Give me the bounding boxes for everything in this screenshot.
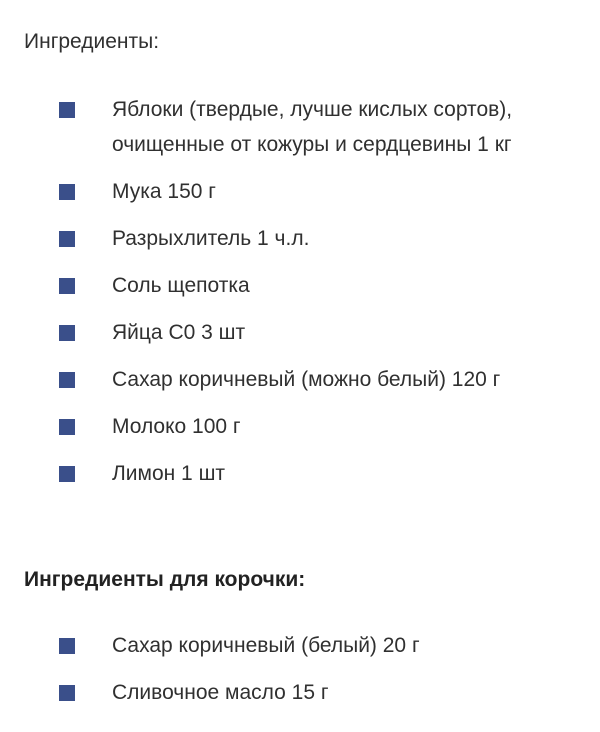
list-item-text: Молоко 100 г (112, 415, 241, 438)
list-item (0, 456, 600, 491)
square-bullet-icon (59, 184, 75, 200)
crust-ingredients-list (0, 628, 600, 722)
ingredients-list (0, 92, 600, 503)
square-bullet-icon (59, 419, 75, 435)
list-item-text: Сахар коричневый (можно белый) 120 г (112, 368, 501, 391)
square-bullet-icon (59, 466, 75, 482)
square-bullet-icon (59, 278, 75, 294)
square-bullet-icon (59, 325, 75, 341)
square-bullet-icon (59, 638, 75, 654)
square-bullet-icon (59, 685, 75, 701)
list-item-text: Сахар коричневый (белый) 20 г (112, 634, 420, 657)
list-item (0, 315, 600, 350)
list-item (0, 221, 600, 256)
list-item-text: Соль щепотка (112, 274, 250, 297)
list-item-text: Яблоки (твердые, лучше кислых сортов), очищенные от кожуры и сердцевины 1 кг (112, 98, 513, 156)
square-bullet-icon (59, 102, 75, 118)
list-item-text: Яйца С0 3 шт (112, 321, 246, 344)
list-item (0, 362, 600, 397)
list-item (0, 92, 600, 162)
list-item (0, 675, 600, 710)
square-bullet-icon (59, 372, 75, 388)
list-item-text: Сливочное масло 15 г (112, 681, 329, 704)
list-item (0, 268, 600, 303)
list-item-text: Мука 150 г (112, 180, 216, 203)
list-item-text: Разрыхлитель 1 ч.л. (112, 227, 310, 250)
crust-ingredients-heading: Ингредиенты для корочки: (24, 568, 306, 591)
list-item (0, 628, 600, 663)
list-item-text: Лимон 1 шт (112, 462, 226, 485)
ingredients-heading: Ингредиенты: (24, 30, 160, 53)
list-item (0, 409, 600, 444)
square-bullet-icon (59, 231, 75, 247)
list-item (0, 174, 600, 209)
